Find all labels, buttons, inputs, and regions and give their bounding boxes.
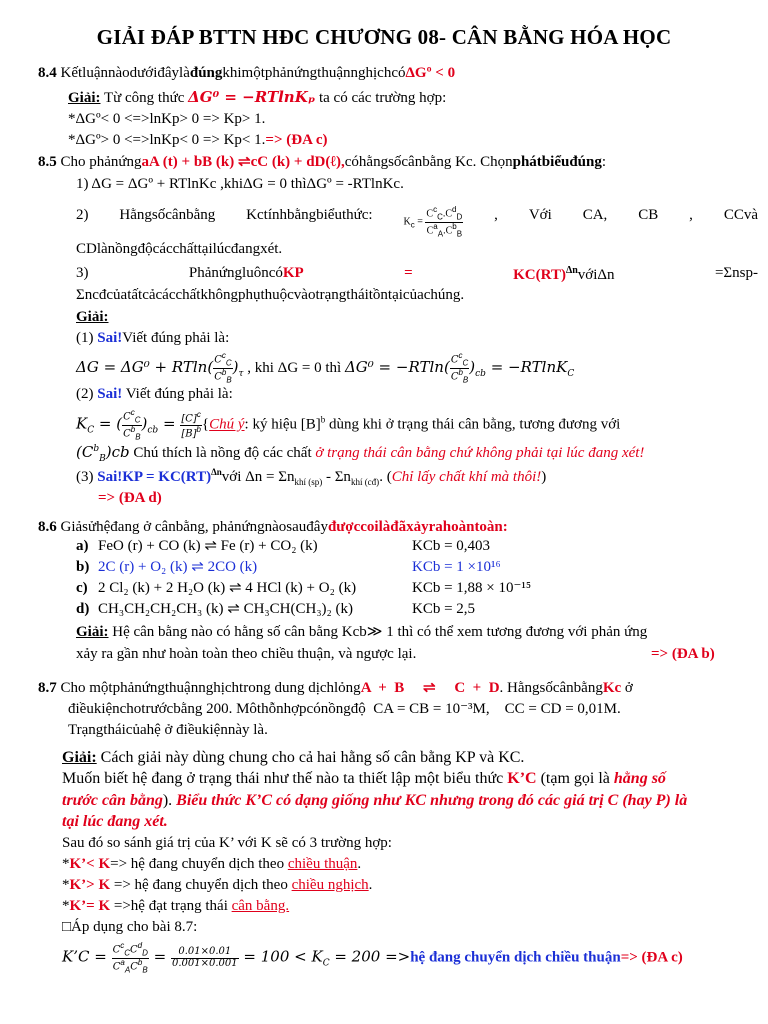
q84-solution	[68, 88, 446, 109]
q85-s3-b: Phảnứngluôncó	[188, 265, 283, 281]
q85-r1-sub-c: C	[567, 369, 575, 380]
q85-s2-num: 2)	[76, 207, 89, 223]
q85-r2-eq: K	[76, 414, 88, 433]
page-title: GIẢI ĐÁP BTTN HĐC CHƯƠNG 08- CÂN BẰNG HÓA HỌC	[96, 25, 672, 49]
q87-c2-b: K’> K	[69, 877, 111, 893]
q86-option-label: a)	[76, 538, 89, 554]
q85-statement2: 2) Hằngsốcânbằng Kctínhbằngbiểuthức: $K_c$ = $\frac{C^c_C.C^d_D}{C^a_A.C^b_B}$ , Với CA, CB , CCvà	[76, 205, 758, 239]
q86-option-equation: FeO (r) + CO (k) ⇌ Fe (r) + CO₂ (k)	[98, 538, 318, 554]
q86-option-row	[76, 558, 501, 578]
q86-option-k: KCb = 1,88 × 10⁻¹⁵	[412, 580, 532, 596]
q87-final-answer: => (ĐA c)	[620, 949, 683, 966]
q84-stem-text2: khimộtphảnứngthuậnnghịchcó	[222, 65, 406, 81]
q86-answer: => (ĐA b)	[651, 646, 715, 662]
q87-c1-e: .	[357, 856, 362, 872]
q85-s3-line2: Σncđcủatấtcảcácchấtkhôngphụthuộcvàotrạngtháitồntạicủachúng.	[76, 287, 465, 303]
q86-stem	[38, 518, 508, 538]
q84-case2	[68, 131, 327, 151]
q85-s3-num: 3)	[76, 265, 89, 281]
q86-sol1	[76, 623, 647, 643]
q85-r2-l2-a: (C	[76, 443, 94, 461]
q85-s2-line2: CDlànồngđộcácchấttạilúcđangxét.	[76, 241, 283, 257]
q87-c2-star: *	[62, 877, 70, 893]
q87-case3	[62, 897, 289, 917]
q84-condition: ΔGº < 0	[405, 65, 456, 81]
q87-sol1-text: Cách giải này dùng chung cho cả hai hằng số cân bằng KP và KC.	[96, 749, 525, 766]
q85-s2-e: CA,	[582, 207, 608, 223]
q87-c2-e: .	[368, 877, 373, 893]
q87-case1	[62, 855, 361, 875]
q87-final-f: hệ đang chuyển dịch chiều thuận	[410, 949, 621, 966]
q87-apply: □Áp dụng cho bài 8.7:	[62, 919, 198, 935]
q84-case2-text: *ΔGº> 0 <=>lnKp< 0 => Kp< 1.	[68, 132, 266, 148]
q85-r1-sub-cb: cb	[475, 369, 486, 380]
q85-stem2: cóhằngsốcânbằng Kc. Chọn	[344, 154, 513, 170]
q84-sol-label: Giải:	[68, 90, 101, 106]
q87-sol2-d: hằng số	[613, 770, 666, 787]
q85-r1-eq-a: ΔG = ΔG⁰ + RTln(	[76, 358, 214, 377]
q85-r2-note-c: : ký hiệu [B]	[244, 416, 321, 433]
q87-c3-d: cân bằng.	[231, 898, 290, 914]
q85-r1-num: (1)	[76, 330, 98, 346]
q85-r2-chuy: Chú ý	[209, 416, 245, 433]
q85-s2-c: Kctínhbằngbiểuthức:	[246, 207, 373, 223]
q85-r2-l2-c: Chú thích là nồng độ các chất	[129, 445, 316, 461]
q87-c2-d: chiều nghịch	[291, 877, 369, 893]
q85-stem2-bold: phátbiểuđúng	[512, 154, 602, 170]
q85-s2-b: Hằngsốcânbằng	[119, 207, 216, 223]
q85-r1-sai: Sai!	[97, 330, 123, 346]
q85-r3-e: . (	[379, 469, 392, 485]
q86-option-equation: 2 Cl₂ (k) + 2 H₂O (k) ⇌ 4 HCl (k) + O₂ (k)	[98, 580, 357, 596]
q85-r2-num: (2)	[76, 386, 98, 402]
q86-stem-red: đượccoilàđãxảyrahoàntoàn:	[327, 519, 508, 535]
q85-r3-sub2: khí (cđ)	[350, 477, 380, 487]
q85-r2-brace: {	[201, 416, 210, 433]
q87-stem1: Cho mộtphảnứngthuậnnghịchtrong dung dịchlỏng	[60, 680, 361, 696]
q85-stem: 8.5 Cho phảnứngaA (t) + bB (k) ⇌cC (k) + dD(ℓ),cóhằngsốcânbằng Kc. Chọnphátbiểuđúng:	[38, 154, 607, 170]
q84-sol-post: ta có các trường hợp:	[315, 90, 447, 106]
q87-sol-label: Giải:	[62, 749, 97, 766]
q84-stem-bold: đúng	[189, 65, 223, 81]
q84-stem-text: Kếtluậnnàodướiđâylà	[60, 65, 190, 81]
q87-sol5: Sau đó so sánh giá trị của K’ với K sẽ có 3 trường hợp:	[62, 835, 392, 851]
q86-option-row	[76, 537, 490, 557]
q87-c1-star: *	[62, 856, 70, 872]
q85-r2-l2-d: ở trạng thái cân bằng chứ không phải tại lúc đang xét!	[315, 445, 645, 461]
q87-sol1	[62, 748, 524, 769]
q85-r1-sub-t: τ	[238, 369, 244, 380]
q86-option-equation: 2C (r) + O₂ (k) ⇌ 2CO (k)	[98, 559, 258, 575]
q85-r3-formula: Sai!KP = KC(RT)	[97, 469, 212, 485]
q87-sol2-a: Muốn biết hệ đang ở trạng thái như thế nào ta thiết lập một biểu thức	[62, 770, 508, 787]
q85-r2-text: Viết đúng phải là:	[122, 386, 233, 402]
q86-option-row	[76, 579, 531, 599]
q87-sol2	[62, 769, 666, 790]
q85-stem1: Cho phảnứng	[60, 154, 142, 170]
q85-r1	[76, 329, 229, 349]
q87-line2: điềukiệnchotrướcbằng 200. Môthỗnhợpcónồngđộ CA = CB = 10⁻³M, CC = CD = 0,01M.	[68, 701, 621, 717]
q87-case2	[62, 876, 372, 896]
q85-s3-e: =Σnsp-	[714, 265, 758, 281]
q87-c3-star: *	[62, 898, 70, 914]
q87-line3: Trạngtháicủahệ ở điềukiệnnày là.	[68, 722, 268, 738]
q85-r3-d: - Σn	[322, 469, 351, 485]
q85-r2-sai: Sai!	[97, 386, 123, 402]
q86-option-label: c)	[76, 580, 88, 596]
q87-final-d: C	[322, 958, 330, 969]
q87-stem2: . Hằngsốcânbằng	[499, 680, 603, 696]
q86-sol2	[76, 645, 726, 665]
q87-c1-b: K’< K	[69, 856, 111, 872]
q87-c1-c: => hệ đang chuyển dịch theo	[110, 856, 288, 872]
q85-r1-equation: ΔG = ΔG⁰ + RTln( $\frac{C^c_C}{C^b_B}$ )$_\tau$ , khi ΔG = 0 thì ΔG⁰ = −RTln( $\frac{C^c_C}{C^b_B}$ )$_{cb} = -RTlnK_C$	[76, 351, 575, 385]
q87-sol3-c: Biểu thức K’C có dạng giống như KC nhưng trong đó các giá trị C (hay P) là	[176, 792, 688, 809]
q85-r3-num: (3)	[76, 469, 98, 485]
q87-final-a: K’C =	[62, 947, 112, 966]
q87-c2-c: => hệ đang chuyển dịch theo	[110, 877, 292, 893]
q85-r2-equation: $K_C$ = ( $\frac{C^c_C}{C^b_B}$ )$_{cb}$ = $\frac{[C]^c}{[B]^b}$ {Chú ý: ký hiệu $[B]^b$ dùng khi ở trạng thái cân bằng, tương đương với	[76, 408, 621, 442]
q85-r1-eq-c: ΔG⁰ = −RTln(	[344, 358, 450, 377]
q87-stem	[38, 679, 633, 699]
q85-answer: => (ĐA d)	[98, 490, 162, 506]
q85-statement3	[76, 264, 758, 286]
q85-s3-eq: =	[404, 265, 413, 281]
q85-r2-line2: $(C^b_B)cb$ Chú thích là nồng độ các chất ở trạng thái cân bằng chứ không phải tại lúc đang xét!	[76, 443, 645, 464]
q85-r2	[76, 385, 233, 405]
q85-r2-l2-b: )cb	[105, 443, 130, 461]
q87-sol3-b: ).	[162, 792, 177, 809]
q87-c3-b: K’= K	[69, 898, 111, 914]
q85-s3-kc: KC(RT)	[513, 267, 566, 283]
q85-r3-g: )	[541, 469, 547, 485]
q86-option-k: KCb = 0,403	[412, 538, 491, 554]
q86-option-k: KCb = 1 ×10¹⁶	[412, 559, 501, 575]
q85-s2-f: CB	[638, 207, 659, 223]
kc-fraction: $K_c$ = $\frac{C^c_C.C^d_D}{C^a_A.C^b_B}$	[403, 205, 463, 239]
q86-option-row	[76, 600, 475, 620]
q85-r1-mid: , khi ΔG = 0 thì	[243, 360, 345, 377]
q85-reaction: aA (t) + bB (k) ⇌cC (k) + dD(ℓ),	[141, 154, 345, 170]
q85-r3-sub1: khí (sp)	[294, 477, 323, 487]
q86-sol-label: Giải:	[76, 624, 109, 640]
q87-reaction: A + B ⇌ C + D	[360, 680, 500, 696]
q85-number: 8.5	[38, 154, 57, 170]
q85-r3-c: với Δn = Σn	[221, 469, 295, 485]
q87-c1-d: chiều thuận	[287, 856, 358, 872]
q85-s3-kp: KP	[282, 265, 304, 281]
q87-sol2-kc: K’C	[507, 770, 537, 787]
q87-final: K’C = $\frac{C^c_CC^d_D}{C^a_AC^b_B}$ = $\frac{0.01\times 0.01}{0.001\times 0.001}$ = $100 < K_C = 200$ =>hệ đang chuyển dịch chiều thuận=> (ĐA c)	[62, 941, 683, 975]
q86-sol1-text: Hệ cân bằng nào có hằng số cân bằng Kcb≫ 1 thì có thể xem tương đương với phản ứng	[108, 624, 648, 640]
q87-stem3: ở	[621, 680, 633, 696]
q85-r1-text: Viết đúng phải là:	[122, 330, 230, 346]
q86-option-label: b)	[76, 559, 90, 575]
q87-sol3-a: trước cân bằng	[62, 792, 163, 809]
q85-s3-d: vớiΔn	[577, 267, 615, 283]
q85-r2-note-d: b	[320, 414, 326, 425]
q85-r3	[76, 467, 546, 489]
q86-option-label: d)	[76, 601, 90, 617]
q87-final-den: 0.001×0.001	[172, 957, 238, 969]
q85-sol-label-text: Giải:	[76, 309, 109, 325]
q87-c3-c: =>hệ đạt trạng thái	[110, 898, 232, 914]
q86-number: 8.6	[38, 519, 57, 535]
q84-sol-pre: Từ công thức	[100, 90, 189, 106]
q87-sol3	[62, 791, 687, 812]
q87-final-num: 0.01×0.01	[171, 947, 239, 959]
q87-sol4: tại lúc đang xét.	[62, 813, 168, 830]
q85-s3-exp: Δn	[565, 265, 578, 276]
q84-answer: => (ĐA c)	[265, 132, 328, 148]
q85-s2-g: CCvà	[723, 207, 758, 223]
q87-kc: Kc	[602, 680, 622, 696]
q87-final-c: = 100 < K	[238, 947, 323, 966]
q85-r2-note-e: dùng khi ở trạng thái cân bằng, tương đương với	[325, 416, 621, 433]
q84-case1: *ΔGº< 0 <=>lnKp> 0 => Kp> 1.	[68, 111, 266, 127]
q87-final-b: =	[148, 947, 171, 966]
q84-stem	[38, 64, 455, 84]
q85-r3-exp: Δn	[211, 467, 222, 477]
q85-r3-note: Chỉ lấy chất khí mà thôi!	[391, 469, 542, 485]
q87-sol2-c: (tạm gọi là	[536, 770, 614, 787]
q87-number: 8.7	[38, 680, 57, 696]
q87-final-e: = 200 =>	[329, 947, 411, 966]
q84-number: 8.4	[38, 65, 57, 81]
q85-sol-label	[76, 308, 109, 328]
q85-statement1: 1) ΔG = ΔGº + RTlnKc ,khiΔG = 0 thìΔGº = -RTlnKc.	[76, 176, 404, 192]
q86-option-k: KCb = 2,5	[412, 601, 476, 617]
q84-formula: ΔG⁰ = −RTlnKₚ	[188, 88, 316, 106]
q86-stem-text: Giảsửhệđang ở cânbằng, phảnứngnàosauđây	[60, 519, 328, 535]
q86-option-equation: CH₃CH₂CH₂CH₃ (k) ⇌ CH₃CH(CH₃)₂ (k)	[98, 601, 354, 617]
q85-s2-d: Với	[528, 207, 552, 223]
q86-sol2-text: xảy ra gần như hoàn toàn theo chiều thuận, và ngược lại.	[76, 646, 417, 662]
q85-r1-eq-b: )	[232, 358, 239, 377]
